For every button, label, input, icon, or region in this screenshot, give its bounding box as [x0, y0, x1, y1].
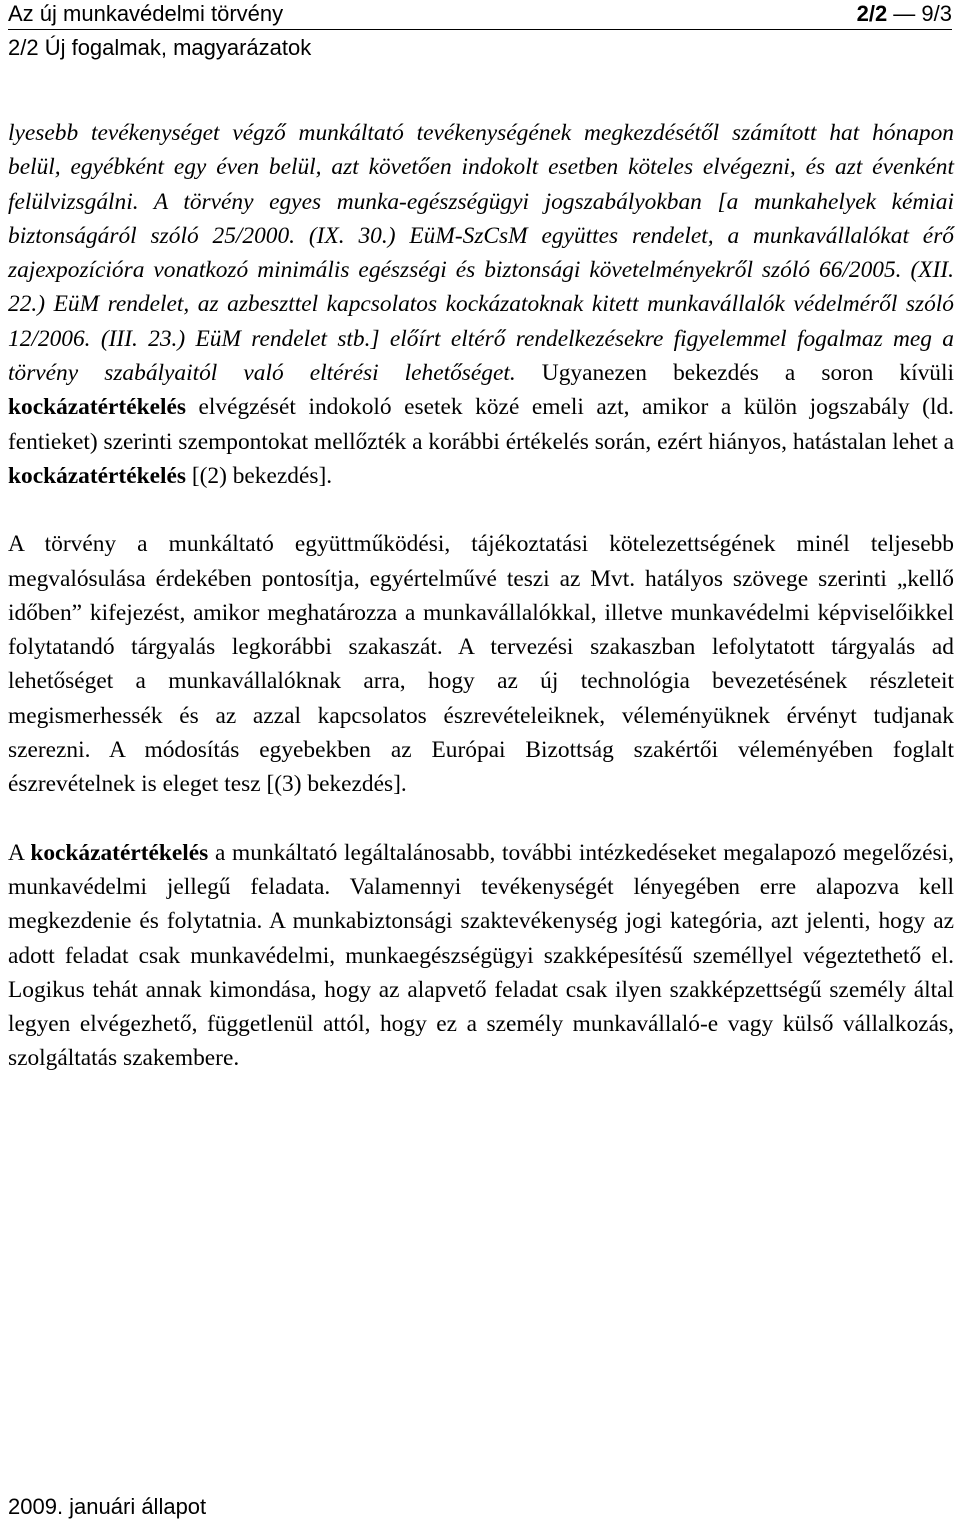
- paragraph-1-text-c: [(2) bekezdés].: [185, 462, 333, 489]
- document-body: [8, 116, 954, 1110]
- page-reference-rest: — 9/3: [887, 1, 952, 26]
- page-header: [8, 0, 952, 61]
- keyword-kockazatertekeles: kockázatértékelés: [8, 462, 186, 489]
- page-footer: 2009. januári állapot: [8, 1494, 207, 1519]
- document-title: Az új munkavédelmi törvény: [8, 1, 284, 26]
- paragraph-3: [8, 836, 954, 1076]
- page-reference-bold: 2/2: [856, 1, 888, 26]
- paragraph-2: A törvény a munkáltató együttműködési, tájékoztatási kötelezettségének minél teljesebb megvalósulása érdekében pontosítja, egyértelművé teszi az Mvt. hatályos szövege szerinti „kellő időben” kifejezést, amikor meghatározza a munkavállalókkal, illetve munkavédelmi képviselőikkel folytatandó tárgyalás legkorábbi szakaszát. A tervezési szakaszban lefolytatott tárgyalás ad lehetőséget a munkavállalóknak arra, hogy az új technológia bevezetésének részleteit megismerhessék és az azzal kapcsolatos észrevételeiknek, véleményüknek érvényt tudjanak szerezni. A módosítás egyebekben az Európai Bizottság szakértői véleményében foglalt észrevételnek is eleget tesz [(3) bekezdés].: [8, 531, 954, 798]
- header-divider: [8, 29, 952, 30]
- keyword-kockazatertekeles: kockázatértékelés: [30, 839, 209, 866]
- paragraph-1-text-b: elvégzését indokoló esetek közé emeli azt, amikor a külön jogszabály (ld. fentieket) szerinti szempontokat mellőzték a korábbi értékelés során, ezért hiányos, hatástalan lehet a: [8, 394, 954, 455]
- section-title: 2/2 Új fogalmak, magyarázatok: [8, 35, 312, 60]
- paragraph-3-text-a: A: [8, 839, 31, 866]
- paragraph-1-italic-b: A törvény egyes munka-egészségügyi jogszabályokban [a munkahelyek kémiai biztonságáról szóló 25/2000. (IX. 30.) EüM-SzCsM együttes rendelet, a munkavállalókat érő zajexpozícióra vonatkozó minimális egészségi és biztonsági követelményekről szóló 66/2005. (XII. 22.) EüM rendelet, az azbeszttel kapcsolatos kockázatoknak kitett munkavállalók védelméről szóló 12/2006. (III. 23.) EüM rendelet stb.] előírt eltérő rendelkezésekre figyelemmel fogalmaz meg a törvény szabályaitól való eltérési lehetőséget.: [8, 188, 954, 387]
- paragraph-1-italic-a: lyesebb tevékenységet végző munkáltató tevékenységének megkezdésétől számított hat hónapon belül, egyébként egy éven belül, azt követően indokolt esetben köteles elvégezni, és azt évenként felülvizsgálni.: [8, 120, 954, 215]
- paragraph-1-text-a: Ugyanezen bekezdés a soron kívüli: [515, 360, 954, 387]
- page-reference: [857, 0, 952, 27]
- keyword-kockazatertekeles: kockázatértékelés: [8, 394, 186, 421]
- paragraph-1: [8, 116, 954, 493]
- header-row: [8, 0, 952, 27]
- paragraph-3-text-b: a munkáltató legáltalánosabb, további intézkedéseket megalapozó megelőzési, munkavédelmi jellegű feladata. Valamennyi tevékenységét lényegében erre alapozva kell megkezdenie és folytatnia. A munkabiztonsági szaktevékenység jogi kategória, azt jelenti, hogy az adott feladat csak munkavédelmi, munkaegészségügyi szakképesítésű személlyel végeztethető el. Logikus tehát annak kimondása, hogy az alapvető feladat csak ilyen szakképzettségű személy által legyen elvégezhető, függetlenül attól, hogy ez a személy munkavállaló-e vagy külső vállalkozás, szolgáltatás szakembere.: [8, 839, 955, 1072]
